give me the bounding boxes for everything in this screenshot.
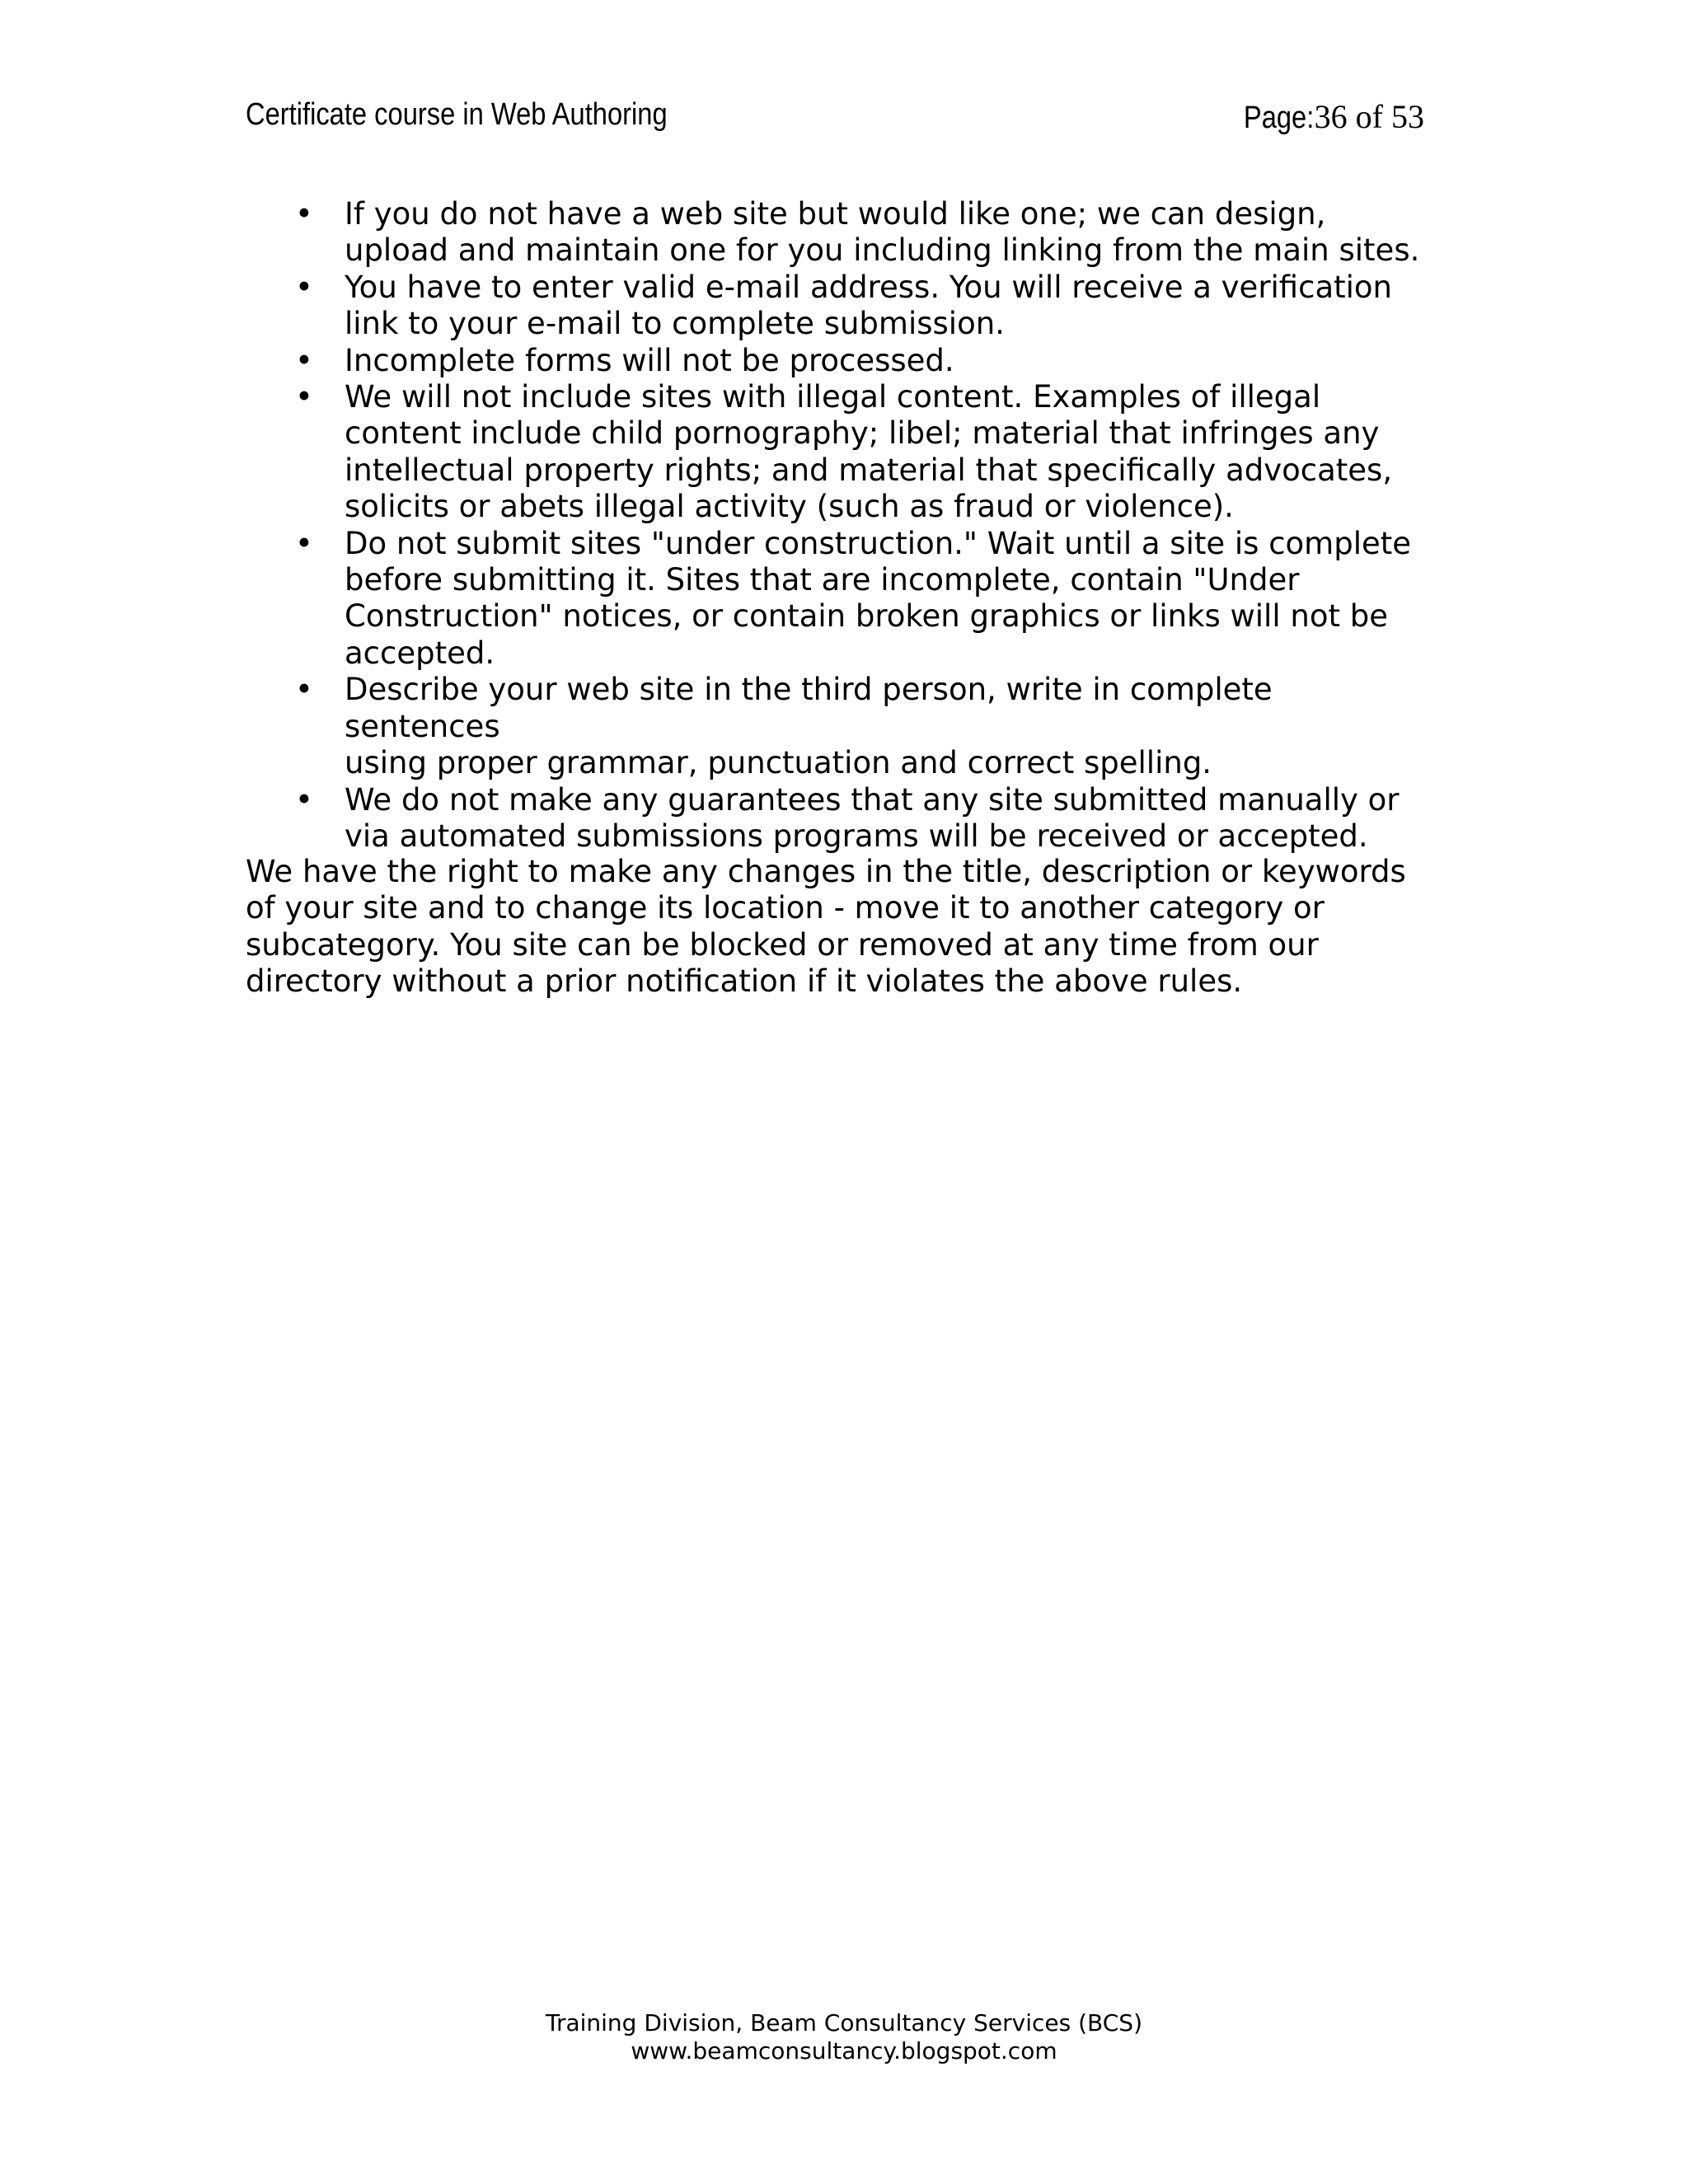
- bullet-icon: •: [295, 672, 313, 708]
- list-item: [246, 782, 1432, 855]
- list-item-text: Do not submit sites "under construction." Wait until a site is complete before submitting it. Sites that are incomplete, contain "Under Construction" notices, or contain broken graphics or links will not be accepted.: [345, 525, 1412, 671]
- bullet-icon: •: [295, 781, 313, 818]
- page-number: 36 of 53: [1314, 98, 1424, 135]
- list-item: [246, 343, 1432, 379]
- footer-organization: Training Division, Beam Consultancy Services (BCS): [545, 2009, 1143, 2036]
- list-item: [246, 672, 1432, 781]
- page-indicator: [1232, 97, 1424, 136]
- list-item: [246, 526, 1432, 673]
- bullet-icon: •: [295, 269, 313, 305]
- list-item: [246, 269, 1432, 343]
- bullet-icon: •: [295, 525, 313, 561]
- course-title: Certificate course in Web Authoring: [246, 97, 668, 132]
- list-item-text: If you do not have a web site but would like one; we can design, upload and maintain one for you including linking from the main sites.: [345, 196, 1420, 269]
- rights-paragraph: We have the right to make any changes in the title, description or keywords of your site and to change its location - move it to another category or subcategory. You site can be blocked or removed at any time from our directory without a prior notification if it violates the above rules.: [246, 854, 1406, 1000]
- bullet-icon: •: [295, 379, 313, 415]
- list-item-text: You have to enter valid e-mail address. You will receive a verification link to your e-mail to complete submission.: [345, 269, 1393, 342]
- bullet-icon: •: [295, 196, 313, 232]
- list-item: [246, 196, 1432, 269]
- list-item-text: Describe your web site in the third person, write in complete sentences using proper grammar, punctuation and correct spelling.: [345, 672, 1273, 781]
- footer-website: www.beamconsultancy.blogspot.com: [631, 2037, 1057, 2064]
- rules-list: [246, 196, 1432, 855]
- bullet-icon: •: [295, 342, 313, 378]
- list-item: [246, 379, 1432, 526]
- page-label: Page:: [1244, 101, 1315, 135]
- list-item-text: We do not make any guarantees that any site submitted manually or via automated submissions programs will be received or accepted.: [345, 781, 1400, 854]
- list-item-text: Incomplete forms will not be processed.: [345, 342, 954, 378]
- list-item-text: We will not include sites with illegal content. Examples of illegal content include child pornography; libel; material that infringes any intellectual property rights; and material that specifically advocates, solicits or abets illegal activity (such as fraud or violence).: [345, 379, 1393, 525]
